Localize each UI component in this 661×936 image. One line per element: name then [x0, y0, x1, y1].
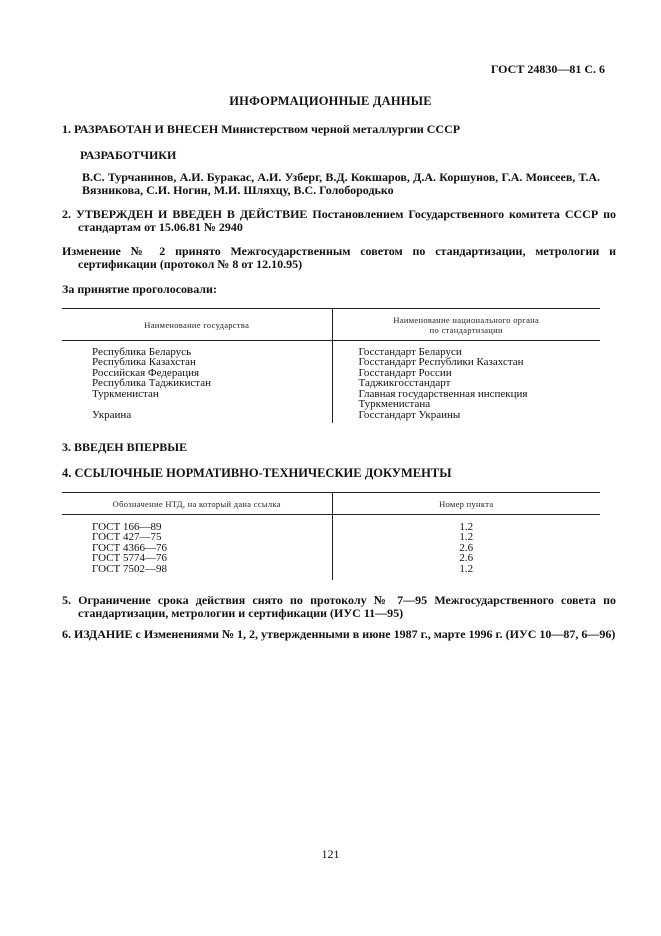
ref-point: 1.2 — [459, 520, 474, 533]
state-name: Республика Беларусь — [62, 347, 332, 358]
state-name — [62, 399, 332, 410]
table-row — [62, 378, 600, 389]
change-2-note: Изменение № 2 принято Межгосударственным советом по стандартизации, метрологии и сертификации (протокол № 8 от 12.10.95) — [62, 244, 616, 271]
body-name: Госстандарт Республики Казахстан — [358, 356, 524, 368]
body-name: Госстандарт России — [358, 366, 452, 379]
table-row — [62, 399, 600, 410]
ref-point: 2.6 — [459, 541, 474, 554]
item-1-lead: 1. РАЗРАБОТАН И ВНЕСЕН — [62, 122, 219, 136]
ref-doc: ГОСТ 7502—98 — [62, 564, 332, 581]
item-5: 5. Ограничение срока действия снято по протоколу № 7—95 Межгосударственного совета по стандартизации, метрологии и сертификации (ИУС 11—95) — [62, 593, 616, 620]
table-row — [62, 553, 600, 564]
ref-doc: ГОСТ 427—75 — [62, 532, 332, 543]
body-name: Госстандарт Беларуси — [358, 345, 462, 358]
vote-col-body-header — [332, 309, 600, 341]
state-name: Российская Федерация — [62, 368, 332, 379]
developers-list: В.С. Турчанинов, А.И. Буракас, А.И. Узберг, В.Д. Кокшаров, Д.А. Коршунов, Г.А. Моисеев, Т.А. Вязникова, С.И. Ногин, М.И. Шляхцу, В.С. Голобородько — [82, 170, 600, 197]
state-name: Республика Казахстан — [62, 357, 332, 368]
body-name: Госстандарт Украины — [358, 408, 461, 421]
ref-doc: ГОСТ 166—89 — [62, 522, 332, 533]
body-name: Туркменистана — [358, 398, 431, 410]
table-row — [62, 357, 600, 368]
table-row — [62, 532, 600, 543]
item-6 — [62, 628, 616, 641]
item-1 — [62, 123, 600, 136]
item-6-lead: 6. ИЗДАНИЕ — [62, 627, 133, 641]
vote-label: За принятие проголосовали: — [62, 282, 217, 296]
ref-point: 1.2 — [459, 562, 474, 575]
table-row — [62, 564, 600, 581]
ref-col-doc-header: Обозначение НТД, на который дана ссылка — [62, 493, 332, 515]
item-2 — [62, 208, 616, 234]
vote-col-state-header: Наименование государства — [62, 309, 332, 341]
item-3: 3. ВВЕДЕН ВПЕРВЫЕ — [62, 440, 188, 454]
table-row — [62, 389, 600, 400]
body-name: Таджикгосстандарт — [358, 377, 451, 389]
item-4: 4. ССЫЛОЧНЫЕ НОРМАТИВНО-ТЕХНИЧЕСКИЕ ДОКУМЕНТЫ — [62, 466, 452, 480]
ref-point: 1.2 — [459, 531, 474, 543]
vote-col-body-header-line1: Наименование национального органа — [393, 314, 540, 325]
state-name: Республика Таджикистан — [62, 378, 332, 389]
state-name: Украина — [62, 410, 332, 424]
ref-point: 2.6 — [459, 552, 474, 564]
vote-col-body-header-line2: по стандартизации — [429, 324, 503, 335]
reference-table-header — [62, 493, 600, 515]
table-row — [62, 410, 600, 424]
state-name: Туркменистан — [62, 389, 332, 400]
body-name: Главная государственная инспекция — [358, 387, 528, 400]
item-6-text: с Изменениями № 1, 2, утвержденными в июне 1987 г., марте 1996 г. (ИУС 10—87, 6—96) — [135, 627, 616, 641]
vote-table-header — [62, 309, 600, 341]
page-number: 121 — [321, 847, 340, 861]
reference-docs-table — [62, 492, 600, 580]
developers-label: РАЗРАБОТЧИКИ — [80, 148, 177, 162]
ref-doc: ГОСТ 4366—76 — [62, 543, 332, 554]
vote-table — [62, 308, 600, 423]
standard-code-header: ГОСТ 24830—81 С. 6 — [490, 62, 605, 76]
item-1-text: Министерством черной металлургии СССР — [221, 122, 461, 136]
ref-doc: ГОСТ 5774—76 — [62, 553, 332, 564]
ref-col-point-header: Номер пункта — [332, 493, 600, 515]
item-2-text: Постановлением Государственного комитета СССР по стандартам от 15.06.81 № 2940 — [78, 207, 616, 234]
section-title: ИНФОРМАЦИОННЫЕ ДАННЫЕ — [229, 94, 432, 108]
item-2-lead: 2. УТВЕРЖДЕН И ВВЕДЕН В ДЕЙСТВИЕ — [62, 207, 308, 221]
